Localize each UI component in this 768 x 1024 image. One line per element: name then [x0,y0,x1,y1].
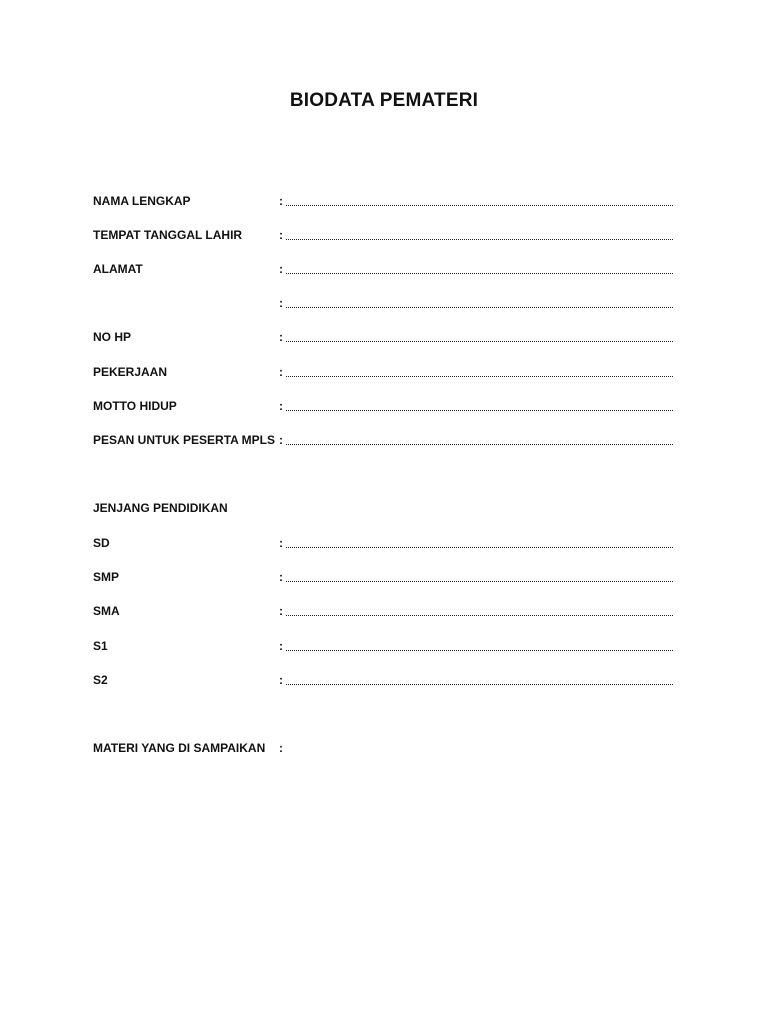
field-colon: : [279,365,283,379]
fill-in-line[interactable] [286,535,673,551]
field-colon: : [279,399,283,413]
field-label: PEKERJAAN [93,365,168,379]
education-heading: JENJANG PENDIDIKAN [93,501,228,515]
fill-in-line[interactable] [286,672,673,688]
field-label: MATERI YANG DI SAMPAIKAN [93,741,266,755]
field-sd [93,535,683,551]
field-motto-hidup [93,398,683,414]
field-label: ALAMAT [93,262,143,276]
field-colon: : [279,330,283,344]
field-colon: : [279,570,283,584]
field-colon: : [279,673,283,687]
field-alamat-continued [93,295,683,311]
fill-in-line[interactable] [286,638,673,654]
field-colon: : [279,536,283,550]
fill-in-line[interactable] [286,193,673,209]
field-label: SD [93,536,110,550]
field-colon: : [279,262,283,276]
field-pekerjaan [93,364,683,380]
field-no-hp [93,329,683,345]
field-nama-lengkap [93,193,683,209]
field-label: SMA [93,604,120,618]
field-colon: : [279,296,283,310]
field-s1 [93,638,683,654]
document-title: BIODATA PEMATERI [289,90,479,111]
field-alamat [93,261,683,277]
fill-in-line[interactable] [286,569,673,585]
field-label: S1 [93,639,108,653]
field-sma [93,603,683,619]
field-label: TEMPAT TANGGAL LAHIR [93,228,243,242]
field-materi [93,740,683,756]
fill-in-line[interactable] [286,261,673,277]
fill-in-line[interactable] [286,295,673,311]
field-label: SMP [93,570,120,584]
field-colon: : [279,194,283,208]
field-pesan-untuk-peserta [93,432,683,448]
field-colon: : [279,741,283,755]
field-smp [93,569,683,585]
field-tempat-tanggal-lahir [93,227,683,243]
field-colon: : [279,604,283,618]
fill-in-line[interactable] [286,398,673,414]
field-label: PESAN UNTUK PESERTA MPLS [93,433,276,447]
field-colon: : [279,228,283,242]
fill-in-line[interactable] [286,364,673,380]
field-colon: : [279,433,283,447]
field-label: MOTTO HIDUP [93,399,177,413]
fill-in-line[interactable] [286,227,673,243]
field-colon: : [279,639,283,653]
fill-in-line[interactable] [286,432,673,448]
fill-in-line[interactable] [286,603,673,619]
fill-in-line[interactable] [286,329,673,345]
field-label: NO HP [93,330,132,344]
field-label: S2 [93,673,108,687]
field-label: NAMA LENGKAP [93,194,191,208]
field-s2 [93,672,683,688]
